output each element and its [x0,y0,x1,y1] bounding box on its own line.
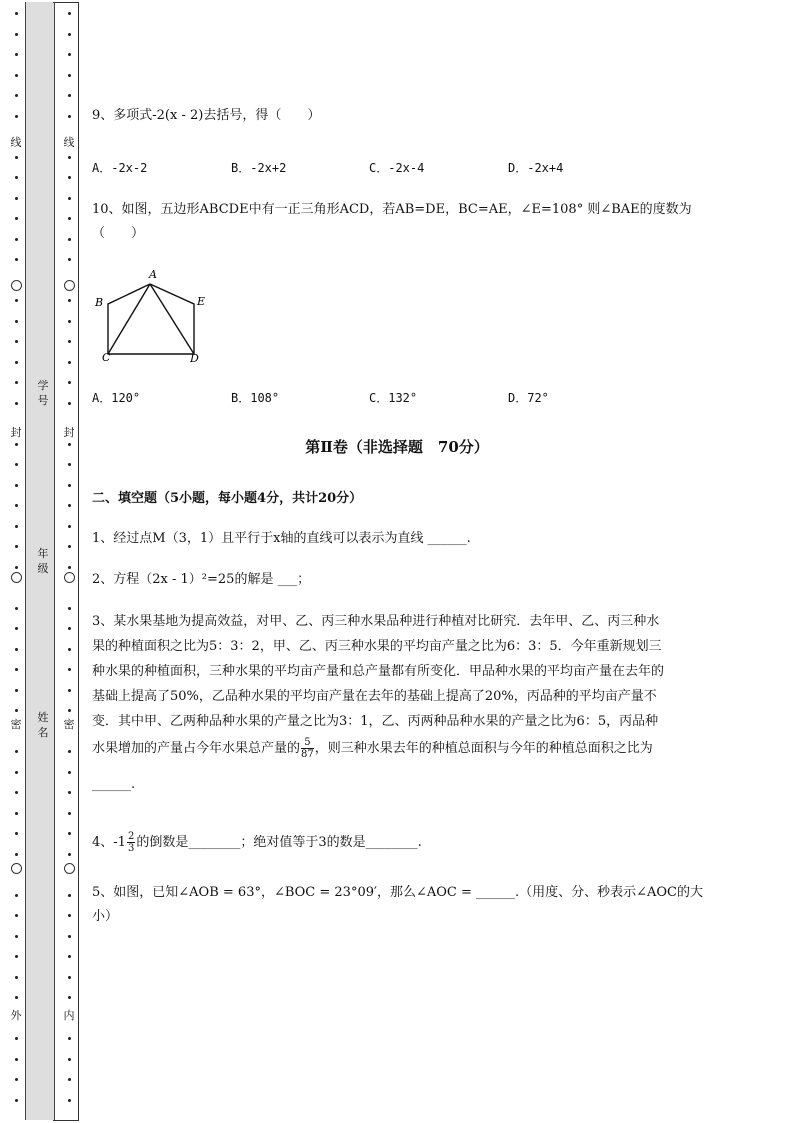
inner-binding-dot [68,258,71,261]
inner-binding-dot [68,812,71,815]
q3-line-6 [92,734,742,764]
grade-label: 年 级 [37,547,49,575]
q3-line-6-before: 水果增加的产量占今年水果总产量的 [92,741,301,756]
part2-title: 第Ⅱ卷（非选择题 70分） [305,438,489,456]
outer-binding-dot [15,258,18,261]
outer-binding-mark: 封 [10,426,22,439]
outer-binding-dot [15,197,18,200]
outer-binding-dot [15,689,18,692]
section-fill-blank-heading: 二、填空题（5小题，每小题4分，共计20分） [92,491,363,506]
inner-binding-dot [68,689,71,692]
inner-binding-dot [68,53,71,56]
inner-binding-dot [68,750,71,753]
outer-binding-dot [15,996,18,999]
inner-binding-dot [68,709,71,712]
inner-binding-dot [68,1037,71,1040]
inner-binding-mark: 封 [63,426,75,439]
inner-binding-dot [68,217,71,220]
inner-binding-dot [68,361,71,364]
q10-option-c: C．132° [369,391,418,405]
outer-binding-mark: 外 [10,1009,22,1022]
outer-binding-dot [15,504,18,507]
vertex-label-a: A [149,268,157,281]
outer-binding-dot [15,709,18,712]
inner-binding-dot [68,996,71,999]
inner-binding-dot [68,627,71,630]
q3-blank: ______. [92,777,136,792]
inner-binding-dot [68,12,71,15]
q10-option-b: B．108° [231,391,280,405]
inner-binding-dot [68,914,71,917]
inner-binding-dot [68,74,71,77]
inner-binding-mark: 线 [63,136,75,149]
inner-binding-dot [68,525,71,528]
outer-binding-mark: 密 [10,718,22,731]
inner-binding-dot [68,832,71,835]
q3-line-1: 3、某水果基地为提高效益，对甲、乙、丙三种水果品种进行种植对比研究．去年甲、乙、丙三种水 [92,614,660,629]
inner-binding-dot [68,1058,71,1061]
q4-fraction [127,831,135,854]
fill-question-4 [92,828,422,858]
outer-binding-dot [15,1058,18,1061]
outer-binding-dot [15,935,18,938]
outer-binding-dot [15,402,18,405]
pentagon-figure [88,262,218,370]
inner-binding-dot [68,381,71,384]
outer-binding-dot [15,545,18,548]
inner-binding-dot [68,299,71,302]
inner-binding-dot [68,955,71,958]
outer-binding-dot [15,668,18,671]
q3-fraction [301,737,314,760]
q9-option-d: D．-2x+4 [508,161,564,175]
inner-binding-dot [68,402,71,405]
q3-line-5: 变．其中甲、乙两种品种水果的产量之比为3：1，乙、丙两种品种水果的产量之比为6：5，丙品种 [92,714,659,729]
q4-after: 的倒数是________；绝对值等于3的数是________. [136,835,422,850]
question-10: 10、如图，五边形ABCDE中有一正三角形ACD，若AB=DE，BC=AE，∠E=108° 则∠BAE的度数为 [92,202,692,217]
outer-binding-dot [15,627,18,630]
outer-binding-dot [15,217,18,220]
question-9: 9、多项式-2(x - 2)去括号，得（ ） [92,108,321,123]
fill-question-5-line-1: 5、如图，已知∠AOB = 63°，∠BOC = 23°09′，那么∠AOC = ______.（用度、分、秒表示∠AOC的大 [92,885,704,900]
outer-binding-dot [15,463,18,466]
inner-binding-circle-mark [64,280,75,291]
outer-binding-dot [15,750,18,753]
inner-binding-mark: 密 [63,718,75,731]
outer-binding-dot [15,74,18,77]
q10-option-a: A．120° [92,391,141,405]
outer-binding-dot [15,894,18,897]
inner-binding-dot [68,1099,71,1102]
outer-binding-circle-mark [11,280,22,291]
outer-binding-dot [15,53,18,56]
inner-binding-dot [68,197,71,200]
q3-line-6-after: ，则三种水果去年的种植总面积与今年的种植总面积之比为 [314,741,653,756]
outer-binding-circle-mark [11,863,22,874]
outer-binding-dot [15,238,18,241]
q10-option-d: D．72° [508,391,549,405]
inner-binding-dot [68,853,71,856]
inner-binding-dot [68,340,71,343]
outer-binding-dot [15,1099,18,1102]
outer-binding-dot [15,176,18,179]
fill-question-5-line-2: 小） [92,909,119,924]
fill-question-3 [92,609,742,797]
inner-binding-dot [68,648,71,651]
vertex-label-e: E [197,295,206,308]
q4-before: 4、-1 [92,835,126,850]
inner-binding-dot [68,791,71,794]
outer-binding-dot [15,791,18,794]
outer-binding-mark: 线 [10,136,22,149]
outer-binding-dot [15,33,18,36]
inner-binding-dot [68,320,71,323]
outer-binding-dot [15,381,18,384]
q9-option-a: A．-2x-2 [92,161,148,175]
q3-fraction-numerator: 5 [301,737,314,749]
inner-binding-dot [68,504,71,507]
outer-binding-dot [15,525,18,528]
outer-binding-dot [15,976,18,979]
inner-binding-dot [68,176,71,179]
inner-binding-dot [68,484,71,487]
inner-binding-circle-mark [64,863,75,874]
outer-binding-dot [15,914,18,917]
inner-binding-dot [68,238,71,241]
inner-binding-mark: 内 [63,1009,75,1022]
outer-binding-dot [15,299,18,302]
outer-binding-dot [15,115,18,118]
outer-binding-circle-mark [11,572,22,583]
inner-binding-dot [68,33,71,36]
q3-fraction-denominator: 87 [301,749,314,760]
outer-binding-dot [15,955,18,958]
outer-binding-dot [15,771,18,774]
outer-binding-dot [15,484,18,487]
inner-binding-dot [68,935,71,938]
inner-binding-dot [68,94,71,97]
q3-line-4: 基础上提高了50%，乙品种水果的平均亩产量在去年的基础上提高了20%，丙品种的平均亩产量不 [92,689,657,704]
vertex-label-b: B [95,296,104,309]
vertex-label-d: D [190,352,199,365]
vertex-label-c: C [102,351,111,364]
outer-binding-dot [15,1078,18,1081]
outer-binding-dot [15,320,18,323]
inner-binding-dot [68,545,71,548]
inner-binding-dot [68,115,71,118]
q9-option-b: B．-2x+2 [231,161,287,175]
pentagon-outline [108,284,194,354]
outer-binding-dot [15,832,18,835]
q3-line-2: 果的种植面积之比为5：3：2，甲、乙、丙三种水果的平均亩产量之比为6：3：5．今年重新规划三 [92,639,662,654]
question-10-paren: （ ） [92,226,145,241]
outer-binding-dot [15,340,18,343]
fill-question-1: 1、经过点M（3，1）且平行于x轴的直线可以表示为直线 ______. [92,531,471,546]
q9-option-c: C．-2x-4 [369,161,425,175]
student-id-label: 学 号 [37,379,49,407]
inner-binding-dot [68,463,71,466]
q3-line-3: 种水果的种植面积，三种水果的平均亩产量和总产量都有所变化．甲品种水果的平均亩产量在去年的 [92,664,665,679]
outer-binding-dot [15,156,18,159]
inner-binding-dot [68,668,71,671]
inner-binding-dot [68,1078,71,1081]
inner-binding-dot [68,771,71,774]
outer-binding-dot [15,12,18,15]
fill-question-2: 2、方程（2x - 1）²=25的解是 ___； [92,572,311,587]
inner-binding-dot [68,607,71,610]
outer-binding-dot [15,607,18,610]
inner-binding-dot [68,894,71,897]
q4-fraction-denominator: 3 [127,843,135,854]
outer-binding-dot [15,566,18,569]
inner-strip-border [53,2,79,1121]
inner-binding-dot [68,156,71,159]
outer-binding-dot [15,648,18,651]
name-label: 姓 名 [37,711,49,739]
inner-binding-dot [68,566,71,569]
outer-binding-dot [15,853,18,856]
inner-binding-dot [68,976,71,979]
outer-binding-dot [15,361,18,364]
outer-binding-dot [15,1037,18,1040]
outer-binding-dot [15,94,18,97]
inner-binding-circle-mark [64,572,75,583]
q4-fraction-numerator: 2 [127,831,135,842]
outer-binding-dot [15,812,18,815]
